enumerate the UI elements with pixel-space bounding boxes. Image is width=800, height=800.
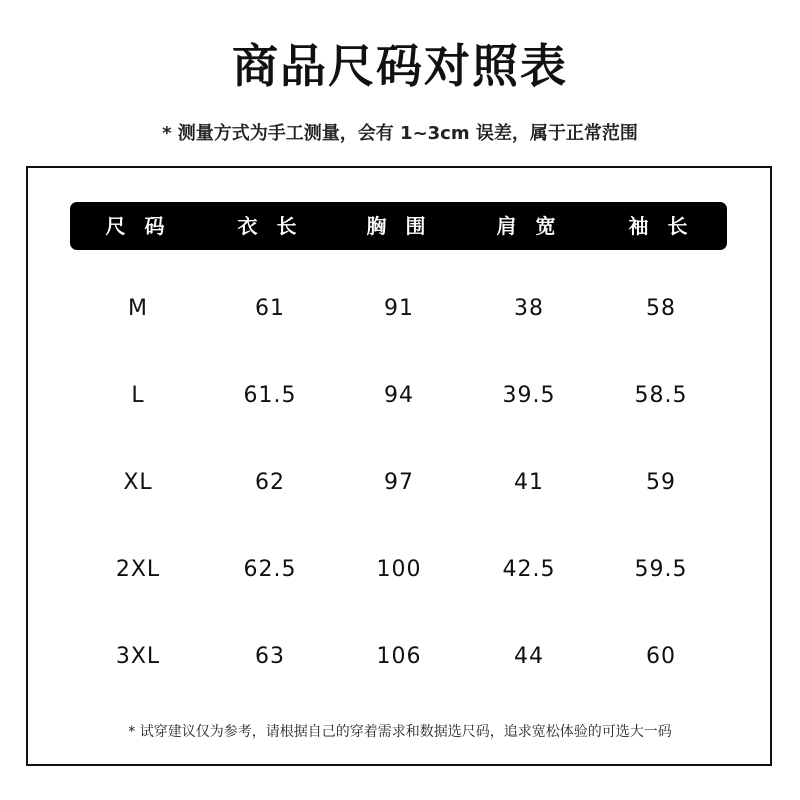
cell-shoulder: 41: [514, 470, 544, 495]
header-shoulder: 肩 宽: [496, 214, 562, 238]
header-sleeve: 袖 长: [628, 214, 694, 238]
page-title: 商品尺码对照表: [232, 39, 568, 93]
header-chest: 胸 围: [366, 214, 432, 238]
table-row: [0, 637, 800, 677]
cell-sleeve: 58.5: [634, 383, 688, 408]
table-row: [0, 376, 800, 416]
cell-size: 2XL: [115, 557, 161, 582]
table-row: [0, 463, 800, 503]
table-row: [0, 289, 800, 329]
cell-length: 62: [255, 470, 285, 495]
cell-sleeve: 58: [646, 296, 676, 321]
cell-shoulder: 42.5: [502, 557, 556, 582]
cell-sleeve: 59.5: [634, 557, 688, 582]
cell-chest: 106: [376, 644, 422, 669]
cell-shoulder: 44: [514, 644, 544, 669]
cell-size: M: [128, 296, 148, 321]
table-row: [0, 550, 800, 590]
cell-chest: 94: [384, 383, 414, 408]
cell-length: 61.5: [243, 383, 297, 408]
header-size: 尺 码: [105, 214, 171, 238]
cell-sleeve: 59: [646, 470, 676, 495]
cell-chest: 97: [384, 470, 414, 495]
table-header: [70, 202, 727, 250]
cell-shoulder: 39.5: [502, 383, 556, 408]
cell-size: L: [131, 383, 145, 408]
fit-advice-footnote: * 试穿建议仅为参考，请根据自己的穿着需求和数据选尺码，追求宽松体验的可选大一码: [128, 724, 672, 740]
cell-length: 63: [255, 644, 285, 669]
cell-size: XL: [123, 470, 153, 495]
cell-length: 62.5: [243, 557, 297, 582]
cell-size: 3XL: [115, 644, 161, 669]
cell-chest: 100: [376, 557, 422, 582]
measurement-note: * 测量方式为手工测量，会有 1~3cm 误差，属于正常范围: [162, 123, 638, 144]
cell-sleeve: 60: [646, 644, 676, 669]
cell-shoulder: 38: [514, 296, 544, 321]
cell-length: 61: [255, 296, 285, 321]
header-length: 衣 长: [237, 214, 303, 238]
cell-chest: 91: [384, 296, 414, 321]
